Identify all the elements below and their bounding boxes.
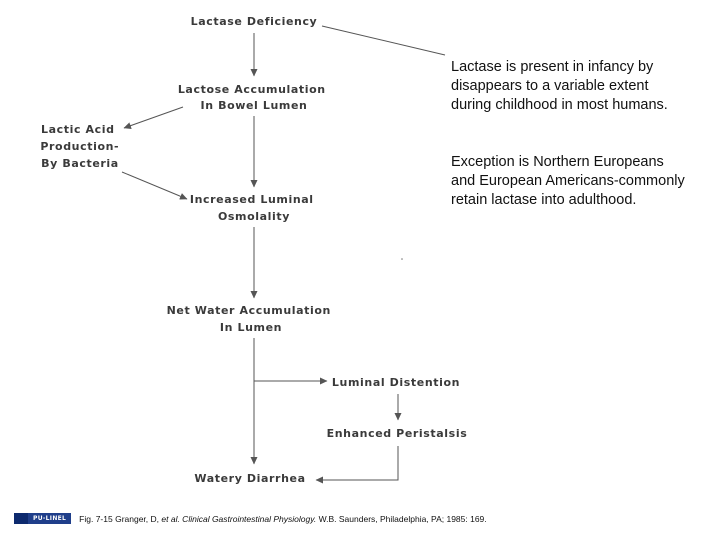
publisher-logo (14, 513, 71, 524)
node-luminal-distention: Luminal Distention (331, 376, 461, 389)
citation-italic: et al. Clinical Gastrointestinal Physiology. (161, 513, 317, 524)
citation-prefix: Fig. 7-15 Granger, D, (79, 513, 160, 524)
arrow-peristalsis-to-watery-diarrhea (316, 446, 398, 480)
logo-text: PU-LINEL (33, 515, 67, 522)
node-lactic-acid-production: Lactic Acid Production- By Bacteria (40, 123, 120, 170)
arrow-lactic-acid-to-osmolality (122, 172, 187, 199)
node-lactase-deficiency: Lactase Deficiency (190, 15, 318, 28)
callout-pointer-line (322, 26, 445, 55)
callout-note-infancy: Lactase is present in infancy by disappears to a variable extent during childhood in most humans. (451, 59, 668, 113)
node-watery-diarrhea: Watery Diarrhea (194, 472, 306, 485)
node-lactose-accumulation: Lactose Accumulation In Bowel Lumen (177, 83, 326, 112)
arrow-accumulation-to-lactic-acid (124, 107, 183, 128)
citation-suffix: W.B. Saunders, Philadelphia, PA; 1985: 169. (318, 513, 487, 524)
figure-citation (14, 513, 487, 524)
node-increased-osmolality: Increased Luminal Osmolality (189, 193, 314, 223)
logo-mark-icon (14, 513, 28, 524)
callout-note-exception: Exception is Northern Europeans and European Americans-commonly retain lactase into adulthood. (451, 154, 685, 208)
node-enhanced-peristalsis: Enhanced Peristalsis (326, 427, 468, 440)
stray-dot (401, 258, 403, 260)
node-net-water-accumulation: Net Water Accumulation In Lumen (166, 304, 331, 334)
